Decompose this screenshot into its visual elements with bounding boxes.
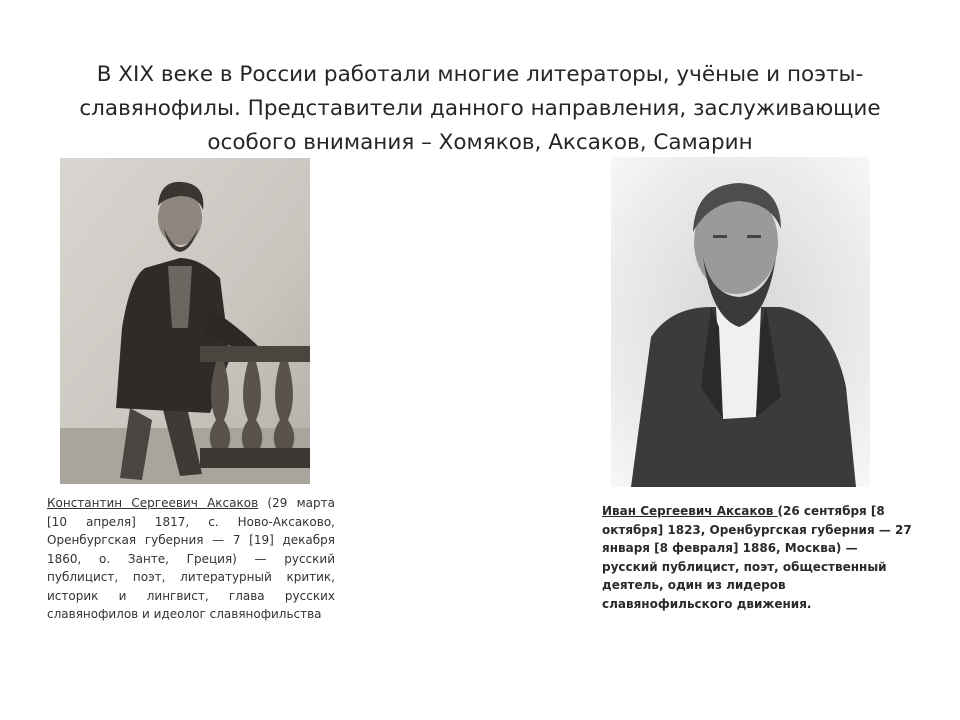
description-ivan-aksakov: (26 сентября [8 октября] 1823, Оренбургская губерния — 27 января [8 февраля] 1886, Москва) — русский публицист, поэт, общественный деятель, один из лидеров славянофильского движения. xyxy=(602,504,912,611)
description-konstantin-aksakov: (29 марта [10 апреля] 1817, с. Ново-Аксаково, Оренбургская губерния — 7 [19] декабря 1860, о. Занте, Греция) — русский публицист, поэт, литературный критик, историк и лингвист, глава русских славянофилов и идеолог славянофильства xyxy=(47,496,335,621)
portrait-konstantin-aksakov xyxy=(60,158,310,484)
portrait-konstantin-aksakov-image xyxy=(60,158,310,484)
name-link-konstantin-aksakov[interactable]: Константин Сергеевич Аксаков xyxy=(47,496,259,510)
portrait-ivan-aksakov xyxy=(611,157,870,487)
caption-konstantin-aksakov xyxy=(47,494,335,624)
portrait-ivan-aksakov-image xyxy=(611,157,870,487)
caption-ivan-aksakov xyxy=(602,502,912,613)
slide-title: В XIX веке в России работали многие литераторы, учёные и поэты-славянофилы. Представители данного направления, заслуживающие особого внимания – Хомяков, Аксаков, Самарин xyxy=(79,62,881,155)
name-link-ivan-aksakov[interactable]: Иван Сергеевич Аксаков xyxy=(602,504,778,518)
